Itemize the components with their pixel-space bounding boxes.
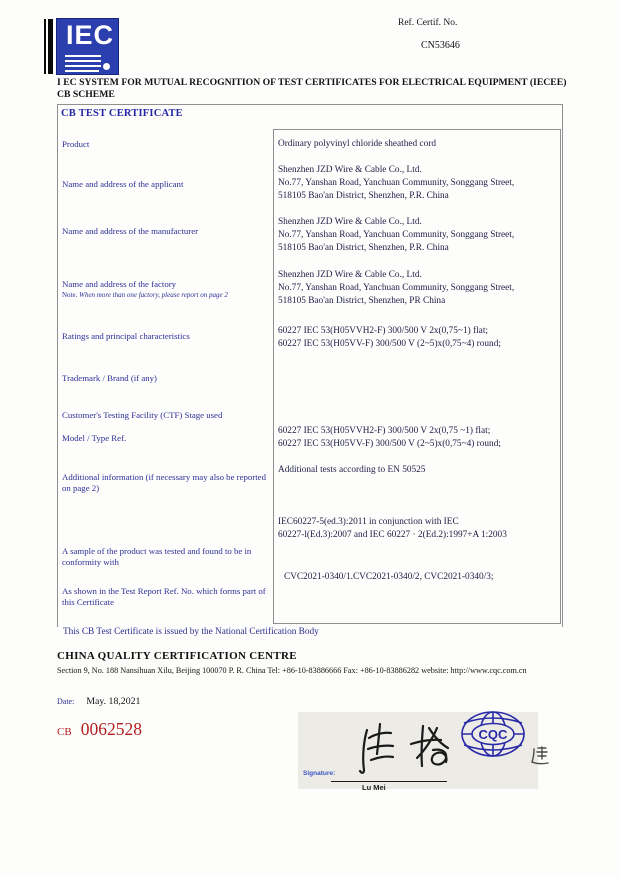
cb-number-row: [57, 719, 142, 740]
iec-logo-line: [65, 60, 101, 62]
logo-left-bar-2: [48, 19, 53, 74]
signature-block: [298, 712, 538, 792]
iec-logo: [56, 18, 119, 75]
signature-line: [331, 781, 447, 782]
cb-certificate-number: 0062528: [80, 719, 142, 739]
value-manufacturer-line: No.77, Yanshan Road, Yanchuan Community, Songgang Street,: [278, 230, 515, 240]
label-ratings: Ratings and principal characteristics: [62, 331, 190, 341]
cb-label: CB: [57, 726, 72, 738]
label-ctf: Customer's Testing Facility (CTF) Stage used: [62, 410, 223, 420]
value-applicant: [278, 164, 558, 203]
signature-label: Signature:: [303, 770, 336, 777]
ncb-address: Section 9, No. 188 Nansihuan Xilu, Beijing 100070 P. R. China Tel: +86-10-83886666 Fax: +86-10-83886282 website: http://www.cqc.com.cn: [57, 666, 527, 675]
scheme-title: I EC SYSTEM FOR MUTUAL RECOGNITION OF TEST CERTIFICATES FOR ELECTRICAL EQUIPMENT (IECEE) CB SCHEME: [57, 77, 567, 100]
issued-note: This CB Test Certificate is issued by the National Certification Body: [63, 627, 319, 637]
value-test-report: CVC2021-0340/1.CVC2021-0340/2, CVC2021-0340/3;: [284, 572, 494, 582]
label-conformity: A sample of the product was tested and found to be in conformity with: [62, 546, 252, 567]
label-applicant: Name and address of the applicant: [62, 179, 184, 189]
value-additional: Additional tests according to EN 50525: [278, 465, 426, 475]
logo-left-bar: [44, 19, 46, 74]
iec-logo-dot: [103, 63, 110, 70]
value-factory: [278, 269, 558, 308]
value-manufacturer: [278, 216, 558, 255]
value-factory-line: No.77, Yanshan Road, Yanchuan Community, Songgang Street,: [278, 283, 515, 293]
date-label: Date:: [57, 697, 75, 706]
value-ratings-line: 60227 IEC 53(H05VV-F) 300/500 V (2~5)x(0,75~4) round;: [278, 339, 501, 349]
factory-note-prefix: Note.: [62, 291, 78, 299]
value-product: Ordinary polyvinyl chloride sheathed cord: [278, 139, 437, 149]
label-model: Model / Type Ref.: [62, 433, 127, 443]
value-conformity-line: 60227-l(Ed.3):2007 and IEC 60227 · 2(Ed.2):1997+A 1:2003: [278, 530, 507, 540]
date-value: May. 18,2021: [86, 696, 141, 707]
factory-note-text: When more than one factory, please report on page 2: [79, 291, 228, 299]
value-applicant-line: No.77, Yanshan Road, Yanchuan Community, Songgang Street,: [278, 178, 515, 188]
value-conformity: [278, 516, 558, 542]
ncb-name: CHINA QUALITY CERTIFICATION CENTRE: [57, 650, 297, 662]
iec-logo-line: [65, 65, 101, 67]
value-ratings: [278, 325, 558, 351]
value-model-line: 60227 IEC 53(H05VV-F) 300/500 V (2~5)x(0,75~4) round;: [278, 439, 501, 449]
value-manufacturer-line: Shenzhen JZD Wire & Cable Co., Ltd.: [278, 217, 422, 227]
certificate-title: CB TEST CERTIFICATE: [61, 108, 183, 119]
iec-logo-text: IEC: [66, 20, 115, 50]
label-test-report: As shown in the Test Report Ref. No. which forms part of this Certificate: [62, 586, 266, 607]
values-box: [273, 129, 561, 624]
label-trademark: Trademark / Brand (if any): [62, 373, 157, 383]
date-row: [57, 691, 140, 709]
value-manufacturer-line: 518105 Bao'an District, Shenzhen, P.R. China: [278, 243, 449, 253]
value-ratings-line: 60227 IEC 53(H05VVH2-F) 300/500 V 2x(0,75~1) flat;: [278, 326, 488, 336]
cqc-stamp-logo: [458, 709, 528, 761]
iec-logo-line: [65, 55, 101, 57]
cqc-stamp-text: CQC: [478, 727, 508, 742]
iec-logo-line: [65, 70, 99, 72]
jian-stamp-character: [530, 746, 550, 766]
label-additional: Additional information (if necessary may also be reported on page 2): [62, 472, 266, 493]
factory-note: [62, 291, 268, 299]
value-applicant-line: Shenzhen JZD Wire & Cable Co., Ltd.: [278, 165, 422, 175]
value-factory-line: Shenzhen JZD Wire & Cable Co., Ltd.: [278, 270, 422, 280]
value-model: [278, 425, 558, 451]
certificate-table: [57, 104, 563, 627]
value-applicant-line: 518105 Bao'an District, Shenzhen, P.R. China: [278, 191, 449, 201]
value-factory-line: 518105 Bao'an District, Shenzhen, PR China: [278, 296, 446, 306]
value-conformity-line: IEC60227-5(ed.3):2011 in conjunction with IEC: [278, 517, 459, 527]
value-model-line: 60227 IEC 53(H05VVH2-F) 300/500 V 2x(0,75 ~1) flat;: [278, 426, 491, 436]
signature-name: Lu Mei: [362, 783, 386, 792]
ref-certif-label: Ref. Certif. No.: [398, 18, 458, 28]
label-factory: Name and address of the factory: [62, 279, 177, 289]
label-product: Product: [62, 139, 90, 149]
label-manufacturer: Name and address of the manufacturer: [62, 226, 199, 236]
ref-certif-number: CN53646: [421, 40, 460, 51]
